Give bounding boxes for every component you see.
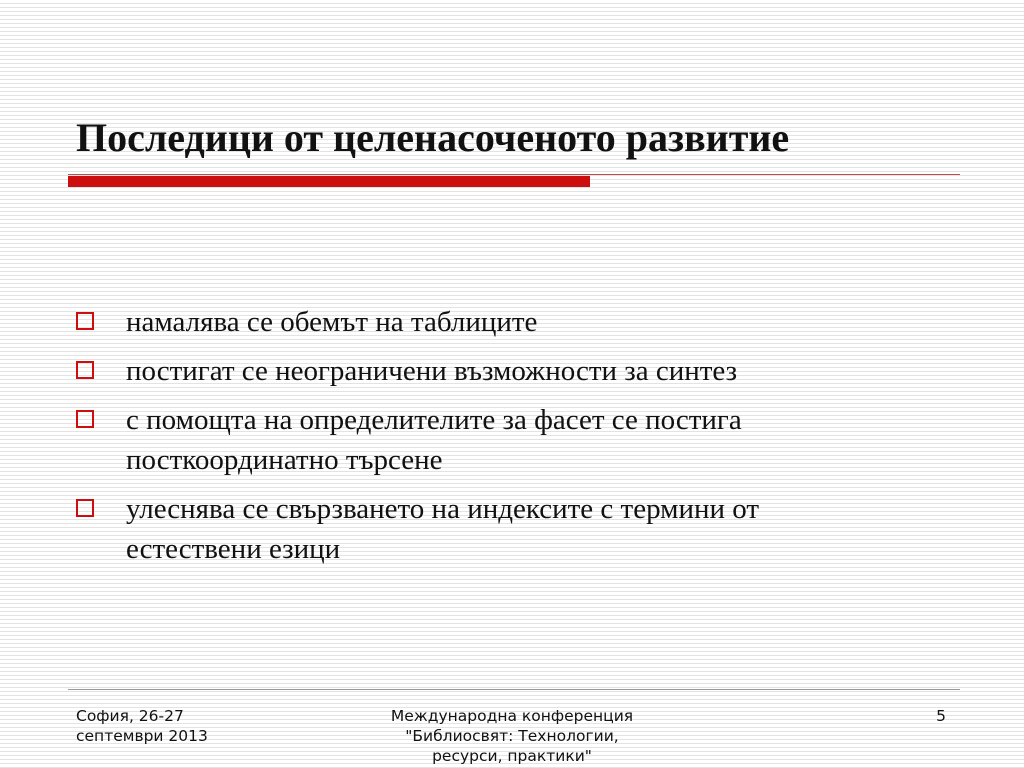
footer-left-line: септември 2013 — [76, 727, 208, 745]
footer-center-line: ресурси, практики" — [432, 747, 592, 765]
footer-center-line: "Библиосвят: Технологии, — [405, 727, 619, 745]
footer-divider — [68, 689, 960, 690]
footer-center-line: Международна конференция — [390, 707, 634, 725]
footer-left-line: София, 26-27 — [76, 707, 184, 725]
bullet-item — [74, 489, 934, 569]
slide-number: 5 — [936, 707, 946, 725]
hollow-square-icon — [76, 312, 94, 330]
hollow-square-icon — [76, 410, 94, 428]
bullet-text-line: постигат се неограничени възможности за синтез — [126, 355, 738, 387]
footer-conference-name — [340, 706, 684, 766]
bullet-text-line: посткоординатно търсене — [126, 444, 443, 476]
bullet-text-line: естествени езици — [126, 533, 341, 565]
bullet-text-line: намалява се обемът на таблиците — [126, 306, 538, 338]
bullet-item — [74, 400, 934, 480]
title-underline-thin — [68, 174, 960, 175]
bullet-item — [74, 351, 934, 391]
footer-date-location — [76, 706, 316, 746]
hollow-square-icon — [76, 361, 94, 379]
bullet-item — [74, 302, 934, 342]
bullet-text-line: с помощта на определителите за фасет се постига — [126, 404, 742, 436]
title-underline-accent — [68, 176, 590, 187]
slide-title: Последици от целенасоченото развитие — [76, 115, 790, 160]
bullet-text-line: улеснява се свързването на индексите с термини от — [126, 493, 760, 525]
hollow-square-icon — [76, 499, 94, 517]
bullet-list — [74, 302, 934, 578]
